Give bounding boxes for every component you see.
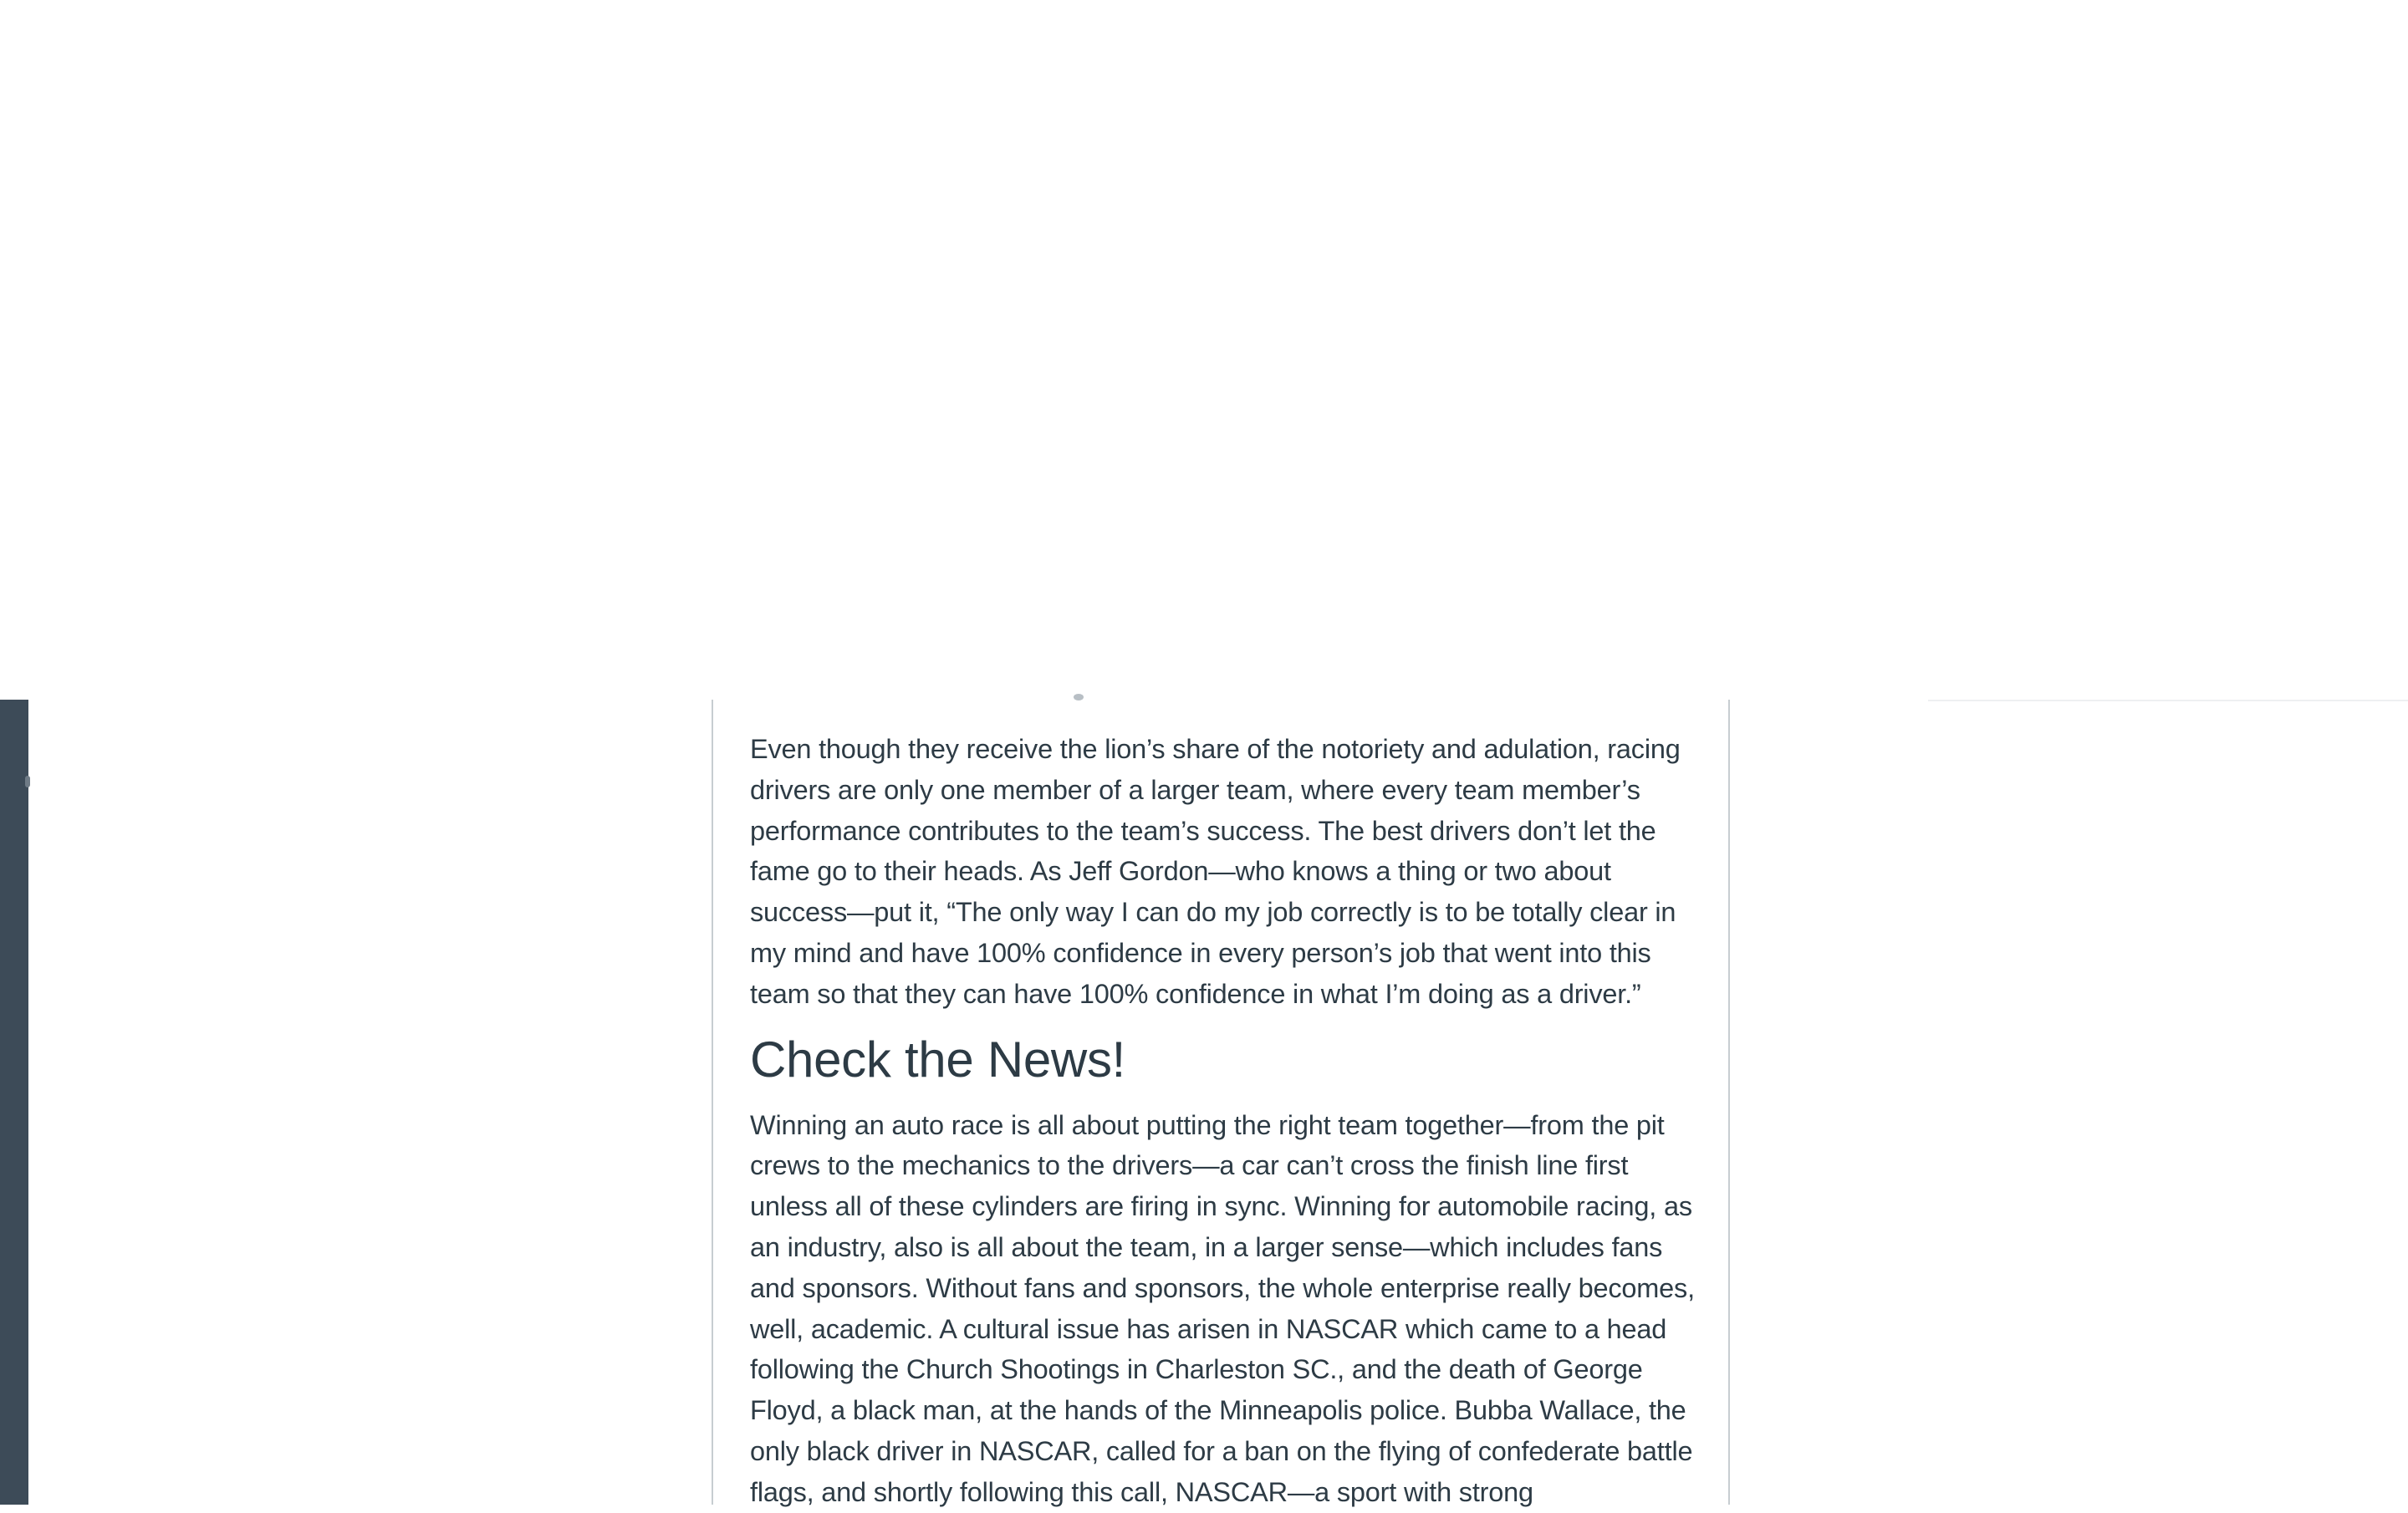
article-body xyxy=(750,729,1695,1513)
global-navigation-sidebar[interactable] xyxy=(0,700,28,1505)
right-panel-divider xyxy=(1928,700,2408,701)
article-paragraph: Winning an auto race is all about putting the right team together—from the pit crews to the mechanics to the drivers—a car can’t cross the finish line first unless all of these cylinders are firing in sync. Winning for automobile racing, as an industry, also is all about the team, in a larger sense—which includes fans and sponsors. Without fans and sponsors, the whole enterprise really becomes, well, academic. A cultural issue has arisen in NASCAR which came to a head following the Church Shootings in Charleston SC., and the death of George Floyd, a black man, at the hands of the Minneapolis police. Bubba Wallace, the only black driver in NASCAR, called for a ban on the flying of confederate battle flags, and shortly following this call, NASCAR—a sport with strong xyxy=(750,1109,1695,1507)
sidebar-collapse-handle[interactable] xyxy=(25,776,30,787)
blank-top-area xyxy=(0,0,2408,700)
cut-off-content-mark xyxy=(1074,694,1084,700)
section-heading: Check the News! xyxy=(750,1031,1126,1088)
article-paragraph: Even though they receive the lion’s share of the notoriety and adulation, racing drivers are only one member of a larger team, where every team member’s performance contributes to the team’s success. The best drivers don’t let the fame go to their heads. As Jeff Gordon—who knows a thing or two about success—put it, “The only way I can do my job correctly is to be totally clear in my mind and have 100% confidence in every person’s job that went into this team so that they can have 100% confidence in what I’m doing as a driver.” xyxy=(750,734,1681,1009)
